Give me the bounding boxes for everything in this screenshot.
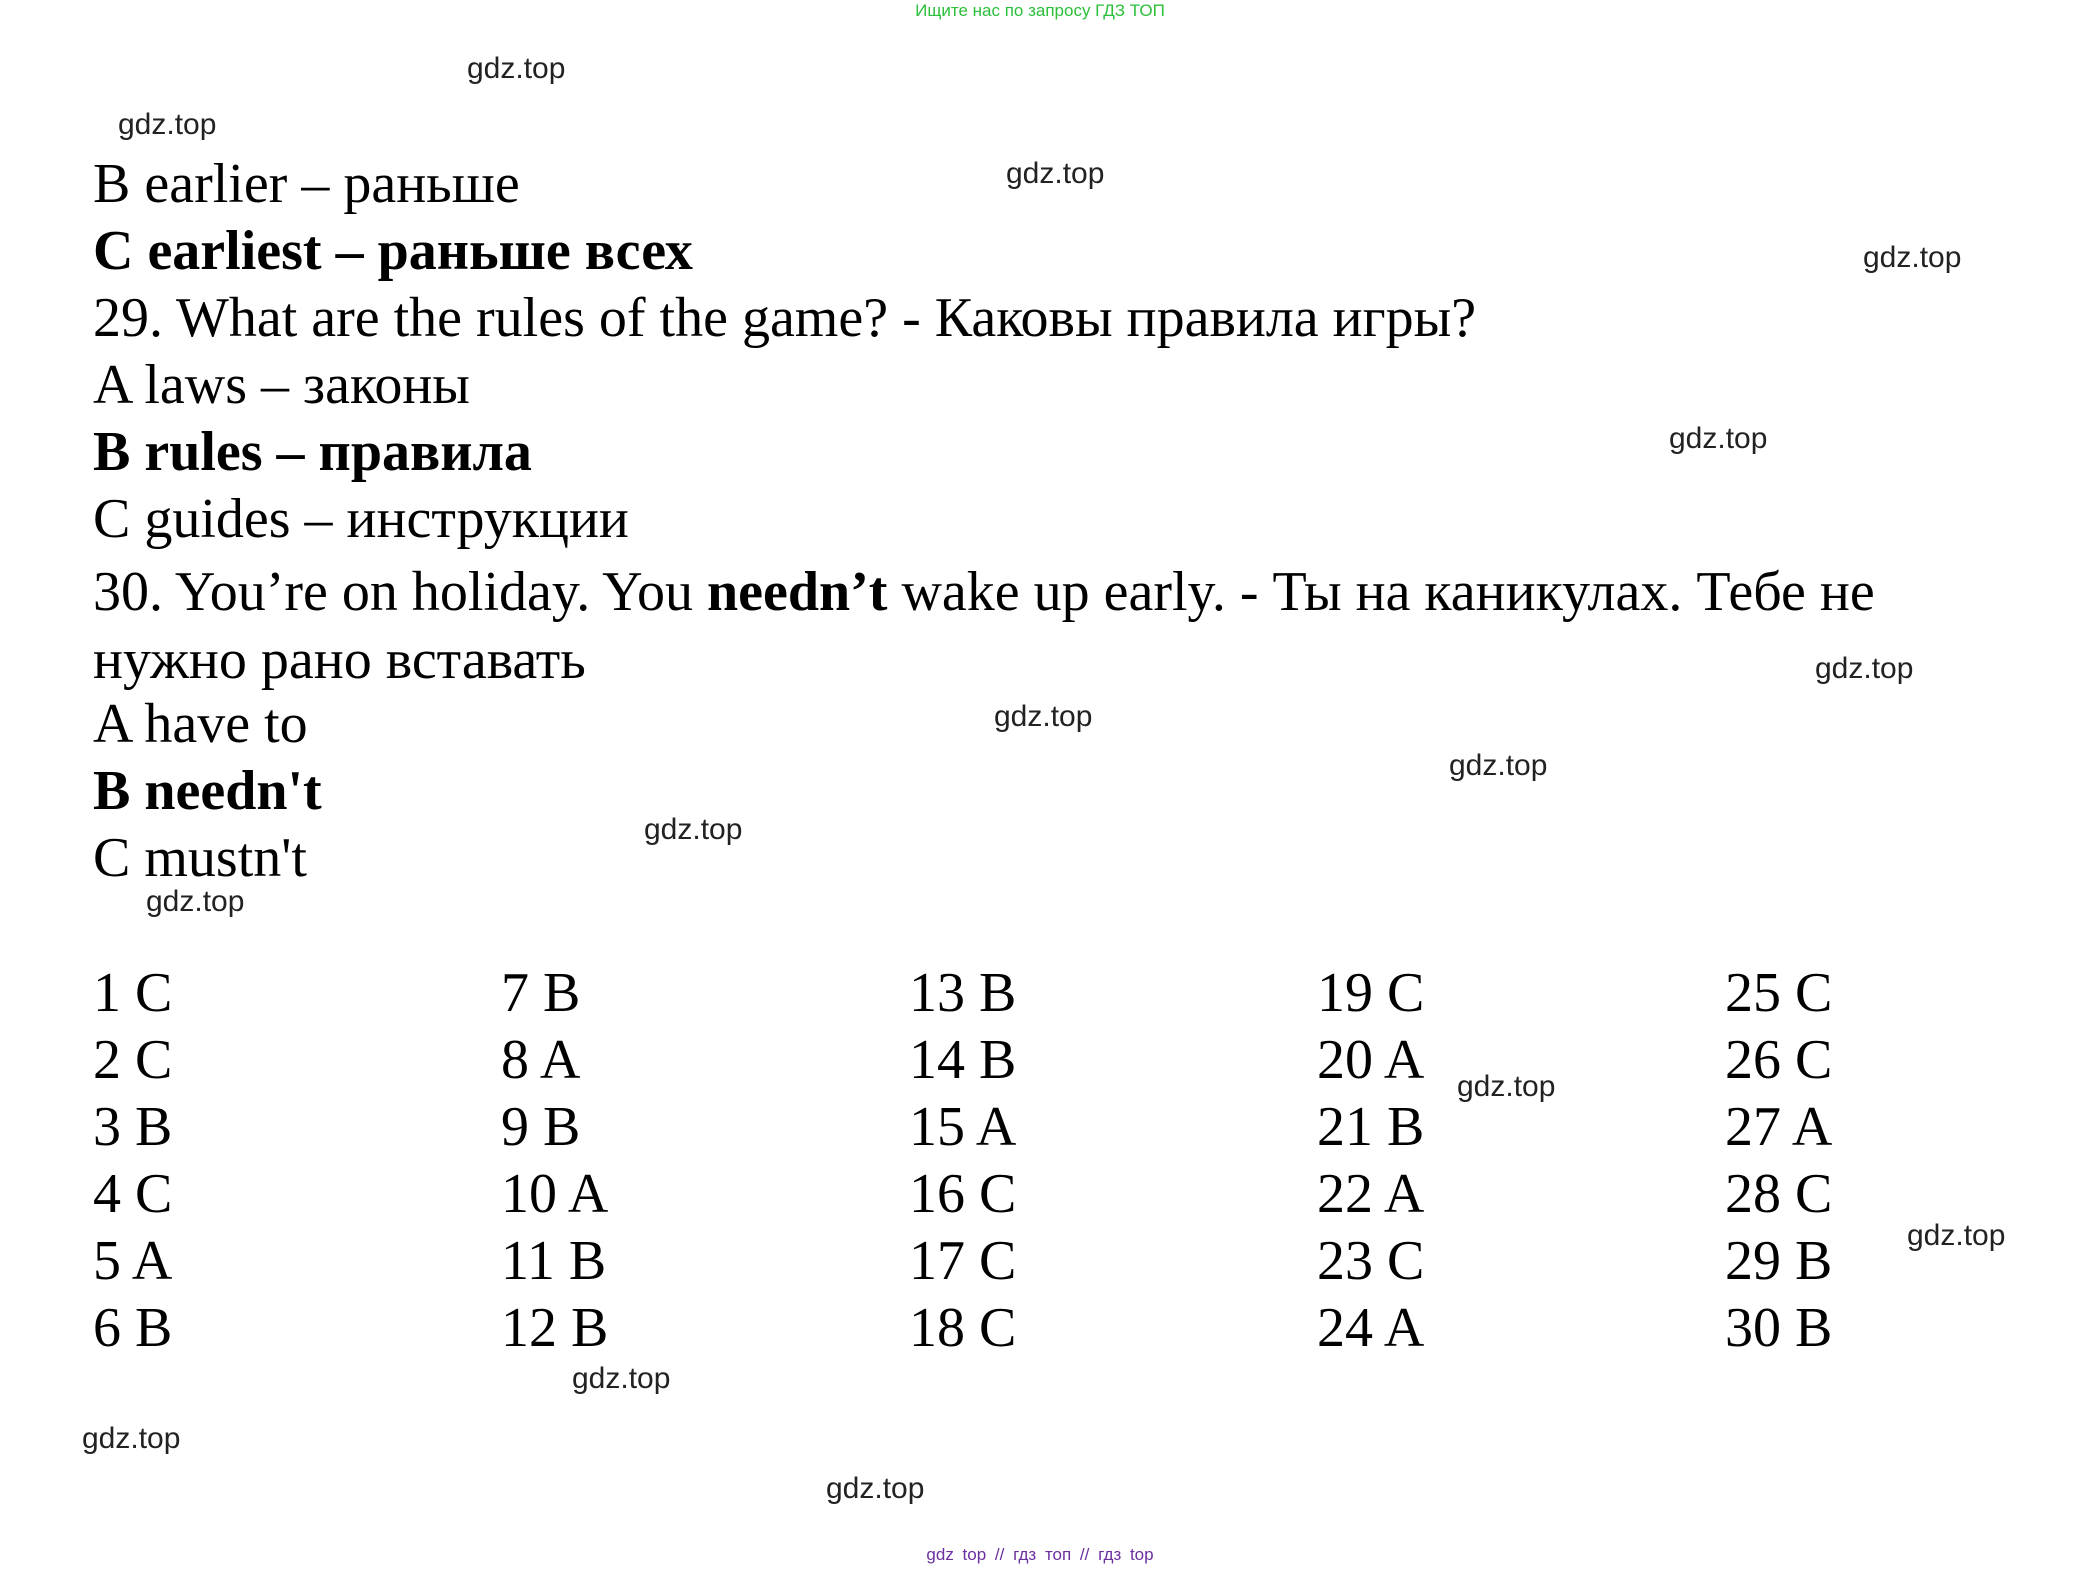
watermark: gdz.top (467, 52, 566, 85)
answer-key-item: 20 A (1317, 1029, 1425, 1091)
answer-key-item: 23 C (1317, 1230, 1425, 1292)
question-29: 29. What are the rules of the game? - Каковы правила игры? (93, 287, 1477, 349)
question-30-prefix: 30. You’re on holiday. You (93, 561, 708, 623)
watermark: gdz.top (644, 813, 743, 846)
watermark: gdz.top (146, 885, 245, 918)
watermark: gdz.top (826, 1472, 925, 1505)
answer-key-item: 26 C (1725, 1029, 1833, 1091)
option-30-a: A have to (93, 693, 308, 755)
question-30 (93, 558, 2033, 694)
answer-key-item: 6 B (93, 1297, 173, 1359)
answer-key-item: 19 C (1317, 962, 1425, 1024)
answer-key-column-1 (93, 960, 172, 1362)
answer-key-item: 28 C (1725, 1163, 1833, 1225)
watermark: gdz.top (572, 1362, 671, 1395)
answer-key-item: 21 B (1317, 1096, 1425, 1158)
answer-key-item: 9 B (501, 1096, 581, 1158)
answer-key-item: 27 A (1725, 1096, 1833, 1158)
option-29-c: C guides – инструкции (93, 488, 629, 550)
watermark: gdz.top (1669, 422, 1768, 455)
answer-key-item: 29 B (1725, 1230, 1833, 1292)
search-hint-banner: Ищите нас по запросу ГДЗ ТОП (915, 1, 1165, 20)
option-30-c: C mustn't (93, 827, 307, 889)
watermark: gdz.top (1815, 652, 1914, 685)
footer-links-note: gdz top // гдз топ // гдз top (926, 1545, 1154, 1564)
answer-key-item: 22 A (1317, 1163, 1425, 1225)
answer-key-item: 11 B (501, 1230, 607, 1292)
answer-key-item: 12 B (501, 1297, 609, 1359)
answer-key-item: 24 A (1317, 1297, 1425, 1359)
option-30-b-correct: B needn't (93, 760, 322, 822)
answer-key-item: 7 B (501, 962, 581, 1024)
answer-key-item: 8 A (501, 1029, 581, 1091)
answer-key-column-3 (909, 960, 1016, 1362)
answer-key-item: 15 A (909, 1096, 1017, 1158)
question-30-keyword: needn’t (707, 561, 888, 623)
answer-key-item: 14 B (909, 1029, 1017, 1091)
watermark: gdz.top (1863, 241, 1962, 274)
answer-key-item: 17 C (909, 1230, 1017, 1292)
option-28-c-correct: C earliest – раньше всех (93, 220, 693, 282)
answer-key-item: 25 C (1725, 962, 1833, 1024)
question-30-suffix: wake up early. - Ты на каникулах. Тебе не нужно рано вставать (93, 561, 1875, 691)
answer-key-item: 16 C (909, 1163, 1017, 1225)
option-28-b: B earlier – раньше (93, 153, 520, 215)
answer-key-item: 18 C (909, 1297, 1017, 1359)
answer-key-column-2 (501, 960, 608, 1362)
watermark: gdz.top (118, 108, 217, 141)
watermark: gdz.top (1006, 157, 1105, 190)
answer-key-column-4 (1317, 960, 1424, 1362)
answer-key-item: 5 A (93, 1230, 173, 1292)
answer-key-item: 30 B (1725, 1297, 1833, 1359)
answer-key-item: 3 B (93, 1096, 173, 1158)
option-29-a: A laws – законы (93, 354, 470, 416)
watermark: gdz.top (1907, 1219, 2006, 1252)
watermark: gdz.top (994, 700, 1093, 733)
watermark: gdz.top (1457, 1070, 1556, 1103)
watermark: gdz.top (82, 1422, 181, 1455)
answer-key-item: 2 C (93, 1029, 173, 1091)
answer-key-item: 13 B (909, 962, 1017, 1024)
option-29-b-correct: B rules – правила (93, 421, 532, 483)
watermark: gdz.top (1449, 749, 1548, 782)
answer-key-item: 4 C (93, 1163, 173, 1225)
answer-key-column-5 (1725, 960, 1832, 1362)
answer-key-item: 10 A (501, 1163, 609, 1225)
answer-key-item: 1 C (93, 962, 173, 1024)
